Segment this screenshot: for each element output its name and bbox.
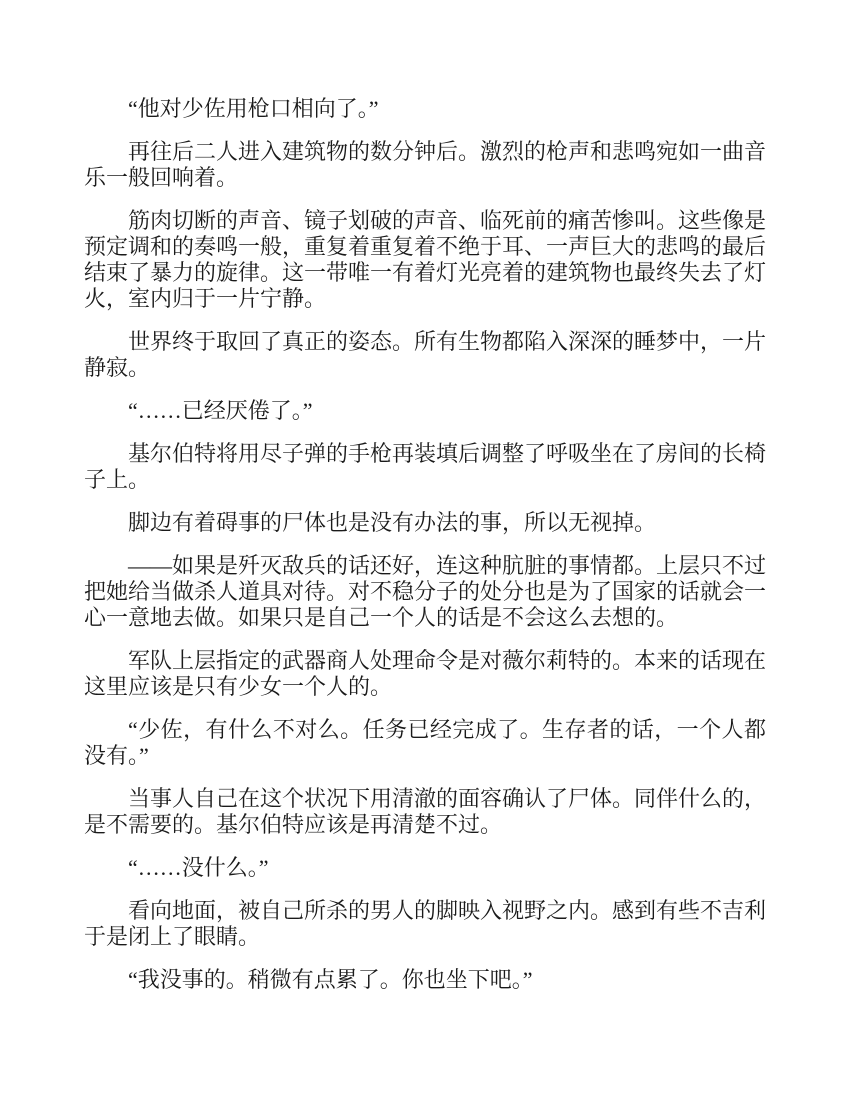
paragraph: “少佐，有什么不对么。任务已经完成了。生存者的话，一个人都没有。” (84, 717, 766, 768)
paragraph: 基尔伯特将用尽子弹的手枪再装填后调整了呼吸坐在了房间的长椅子上。 (84, 441, 767, 492)
paragraph: “他对少佐用枪口相向了。” (128, 96, 379, 121)
paragraph: 再往后二人进入建筑物的数分钟后。激烈的枪声和悲鸣宛如一曲音乐一般回响着。 (84, 139, 767, 190)
text-body (84, 96, 766, 993)
paragraph: 当事人自己在这个状况下用清澈的面容确认了尸体。同伴什么的，是不需要的。基尔伯特应该是再清楚不过。 (84, 786, 767, 837)
paragraph: 军队上层指定的武器商人处理命令是对薇尔莉特的。本来的话现在这里应该是只有少女一个人的。 (84, 648, 767, 699)
paragraph: 筋肉切断的声音、镜子划破的声音、临死前的痛苦惨叫。这些像是预定调和的奏鸣一般，重复着重复着不绝于耳、一声巨大的悲鸣的最后结束了暴力的旋律。这一带唯一有着灯光亮着的建筑物也最终失去了灯火，室内归于一片宁静。 (84, 208, 767, 311)
paragraph: 看向地面，被自己所杀的男人的脚映入视野之内。感到有些不吉利于是闭上了眼睛。 (84, 898, 767, 949)
paragraph: 世界终于取回了真正的姿态。所有生物都陷入深深的睡梦中，一片静寂。 (84, 329, 767, 380)
paragraph: ——如果是歼灭敌兵的话还好，连这种肮脏的事情都。上层只不过把她给当做杀人道具对待。对不稳分子的处分也是为了国家的话就会一心一意地去做。如果只是自己一个人的话是不会这么去想的。 (84, 553, 767, 630)
paragraph: “我没事的。稍微有点累了。你也坐下吧。” (128, 967, 533, 992)
paragraph: “……没什么。” (128, 855, 269, 880)
paragraph: “……已经厌倦了。” (128, 398, 313, 423)
paragraph: 脚边有着碍事的尸体也是没有办法的事，所以无视掉。 (128, 510, 657, 535)
